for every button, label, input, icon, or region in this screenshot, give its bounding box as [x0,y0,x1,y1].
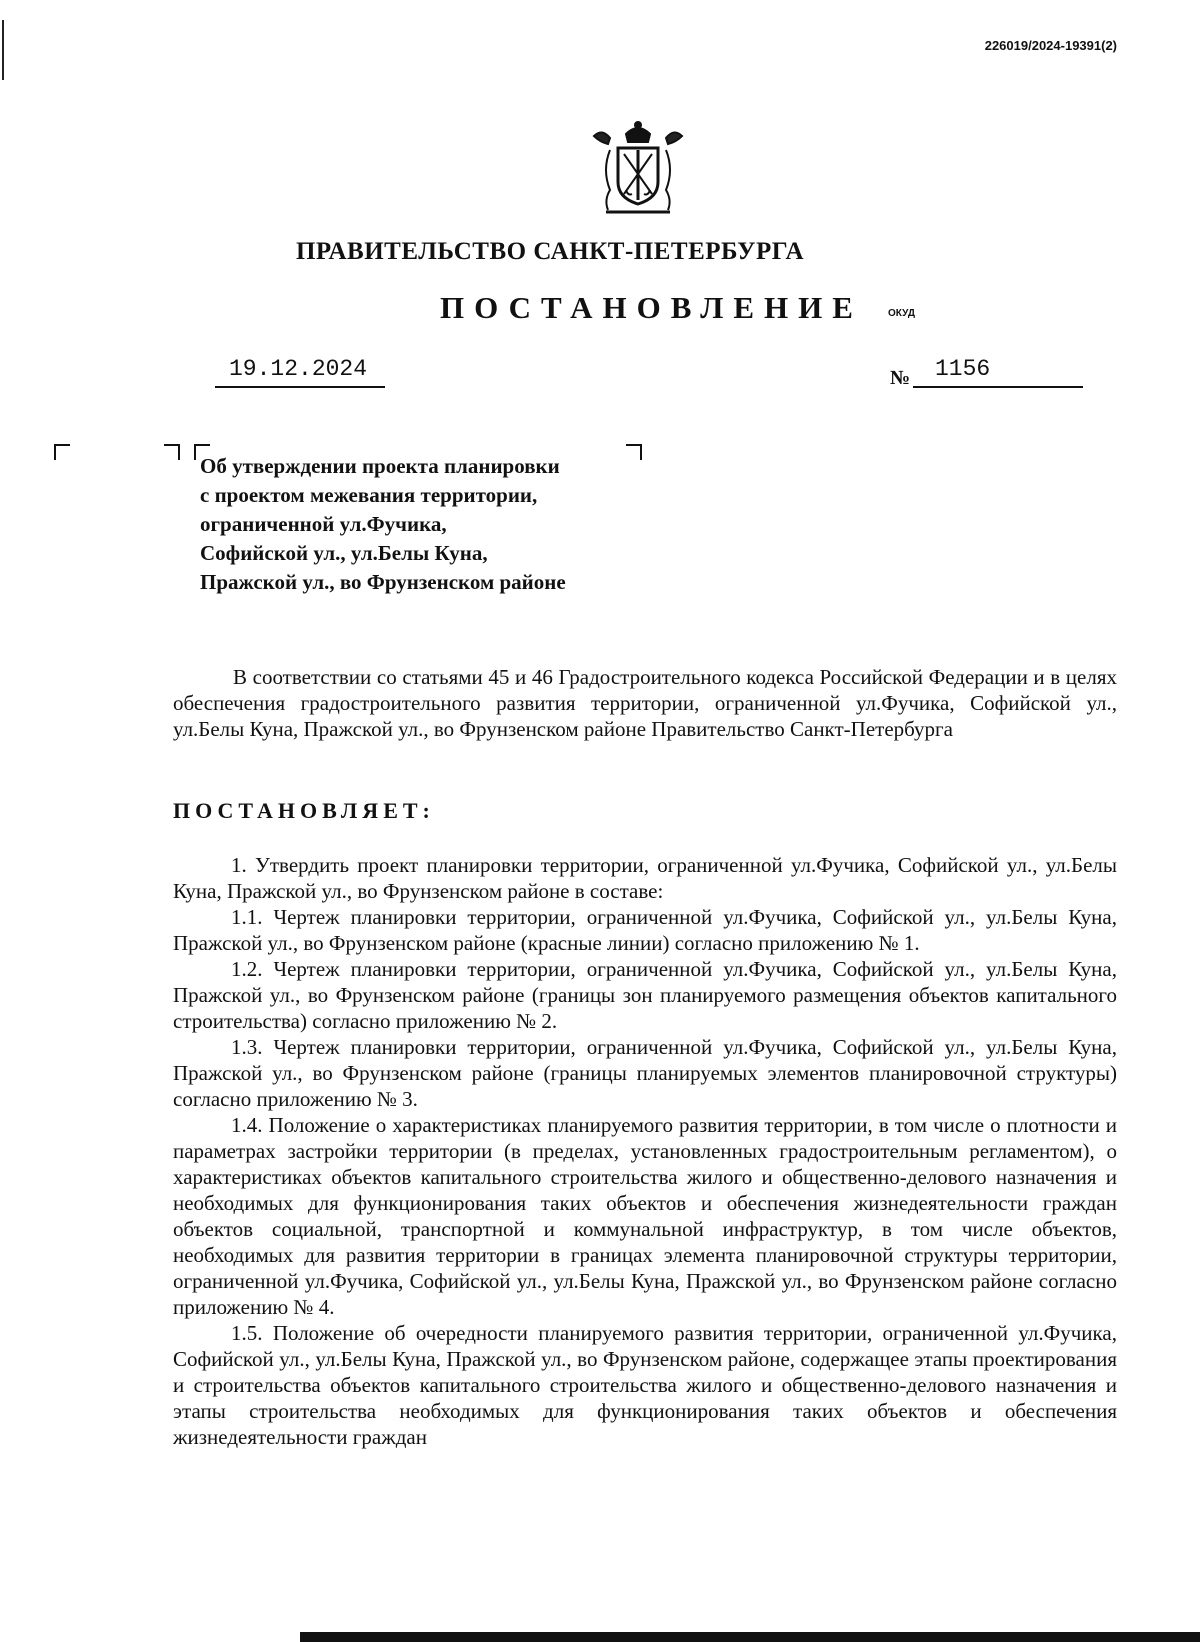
corner-bracket [164,444,180,460]
okud-label: ОКУД [888,308,915,319]
item: 1.2. Чертеж планировки территории, ограниченной ул.Фучика, Софийской ул., ул.Белы Куна, Пражской ул., во Фрунзенском районе (границы зон планируемого размещения объектов капитального строительства) согласно приложению № 2. [173,957,1117,1033]
document-number: 1156 [913,356,1083,388]
document-date: 19.12.2024 [215,356,385,388]
preamble-block [173,664,1117,742]
number-label: № [890,367,911,389]
subject-line: Софийской ул., ул.Белы Куна, [200,541,488,565]
item: 1.5. Положение об очередности планируемого развития территории, ограниченной ул.Фучика, Софийской ул., ул.Белы Куна, Пражской ул., во Фрунзенском районе, содержащее этапы проектирования и строительства объектов капитального строительства жилого и общественно-делового назначения и этапы строительства необходимых для функционирования таких объектов и обеспечения жизнедеятельности граждан [173,1321,1117,1449]
coat-of-arms-icon [588,120,688,220]
scan-bottom-edge [300,1632,1200,1642]
preamble: В соответствии со статьями 45 и 46 Градостроительного кодекса Российской Федерации и в целях обеспечения градостроительного развития территории, ограниченной ул.Фучика, Софийской ул., ул.Белы Куна, Пражской ул., во Фрунзенском районе Правительство Санкт-Петербурга [173,665,1117,741]
registration-number: 226019/2024-19391(2) [984,38,1117,53]
scan-edge-mark [2,20,4,80]
subject-line: ограниченной ул.Фучика, [200,512,447,536]
government-title: ПРАВИТЕЛЬСТВО САНКТ-ПЕТЕРБУРГА [295,238,805,265]
corner-bracket [54,444,70,460]
document-subject [200,452,566,597]
item: 1.1. Чертеж планировки территории, ограниченной ул.Фучика, Софийской ул., ул.Белы Куна, Пражской ул., во Фрунзенском районе (красные линии) согласно приложению № 1. [173,905,1117,955]
corner-bracket [626,444,642,460]
decree-items [173,852,1117,1450]
subject-line: с проектом межевания территории, [200,483,538,507]
subject-line: Об утверждении проекта планировки [200,454,560,478]
item: 1. Утвердить проект планировки территории, ограниченной ул.Фучика, Софийской ул., ул.Белы Куна, Пражской ул., во Фрунзенском районе в составе: [173,853,1117,903]
document-type: ПОСТАНОВЛЕНИЕ [440,290,863,325]
item: 1.3. Чертеж планировки территории, ограниченной ул.Фучика, Софийской ул., ул.Белы Куна, Пражской ул., во Фрунзенском районе (границы планируемых элементов планировочной структуры) согласно приложению № 3. [173,1035,1117,1111]
item: 1.4. Положение о характеристиках планируемого развития территории, в том числе о плотности и параметрах застройки территории (в пределах, установленных градостроительным регламентом), о характеристиках объектов капитального строительства жилого и общественно-делового назначения и необходимых для функционирования таких объектов и обеспечения жизнедеятельности граждан объектов социальной, транспортной и коммунальной инфраструктур, в том числе объектов, необходимых для развития территории в границах элемента планировочной структуры территории, ограниченной ул.Фучика, Софийской ул., ул.Белы Куна, Пражской ул., во Фрунзенском районе согласно приложению № 4. [173,1113,1117,1319]
subject-line: Пражской ул., во Фрунзенском районе [200,570,566,594]
decree-heading: ПОСТАНОВЛЯЕТ: [173,798,435,823]
